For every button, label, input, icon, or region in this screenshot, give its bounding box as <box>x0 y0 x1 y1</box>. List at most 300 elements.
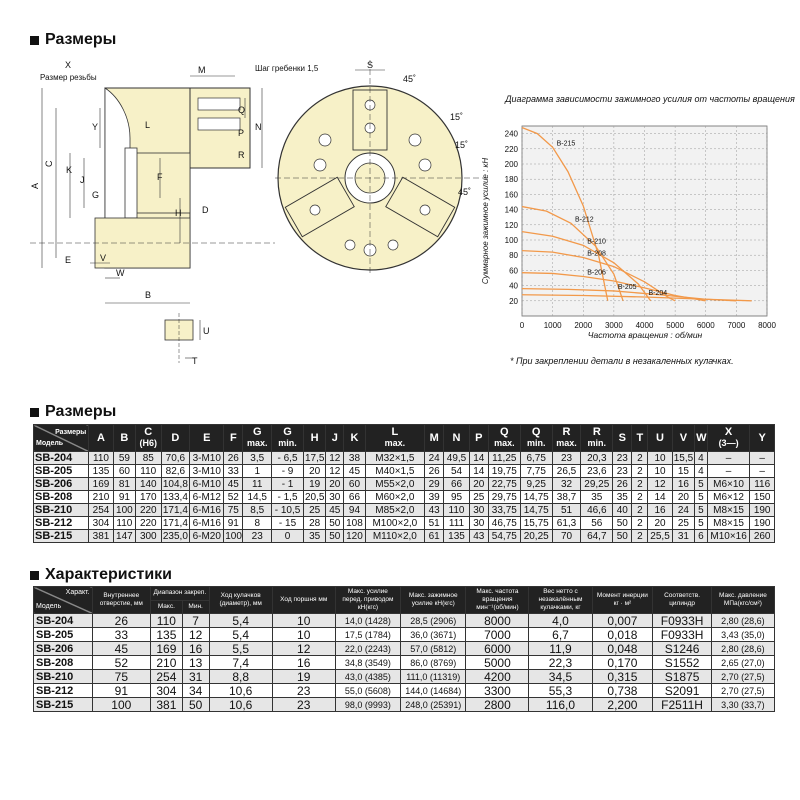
chr-cell: 34,5 <box>529 670 592 684</box>
dim-cell: 20,25 <box>520 530 552 543</box>
dim-cell: 135 <box>444 530 470 543</box>
chr-cell: 0,738 <box>592 684 653 698</box>
dim-cell: 254 <box>89 504 113 517</box>
dim-cell: 1 <box>243 465 272 478</box>
chr-cell: 5000 <box>466 656 529 670</box>
dim-cell: 85 <box>136 452 162 465</box>
dim-cell: 4 <box>695 452 708 465</box>
chr-cell: 111,0 (11319) <box>401 670 466 684</box>
dim-cell: M60×2,0 <box>365 491 425 504</box>
chart-y-tick: 80 <box>509 251 518 261</box>
chart-x-tick: 3000 <box>604 321 623 330</box>
dim-cell: 14 <box>469 452 488 465</box>
chr-cell: 23 <box>272 698 335 712</box>
chr-cell: 98,0 (9993) <box>335 698 400 712</box>
dim-header-4: E <box>190 425 224 452</box>
chart-title: Диаграмма зависимости зажимного усилия от частоты вращения <box>505 94 795 104</box>
chart-y-tick: 240 <box>504 129 518 139</box>
side-view-drawing <box>30 58 319 368</box>
dim-header-17: R max. <box>552 425 581 452</box>
chr-cell: 12 <box>182 628 209 642</box>
dim-model-cell: SB-206 <box>34 478 89 491</box>
chr-cell: 34 <box>182 684 209 698</box>
dim-cell: M85×2,0 <box>365 504 425 517</box>
dim-cell: 220 <box>136 517 162 530</box>
dim-cell: 45 <box>344 465 365 478</box>
label-d: D <box>202 205 209 215</box>
dim-header-0: A <box>89 425 113 452</box>
dim-cell: 150 <box>750 491 775 504</box>
dim-cell: – <box>750 465 775 478</box>
dim-cell: 190 <box>750 517 775 530</box>
dim-cell: M110×2,0 <box>365 530 425 543</box>
dim-cell: 40 <box>613 504 632 517</box>
dim-cell: 147 <box>113 530 135 543</box>
dim-cell: 23,6 <box>581 465 613 478</box>
chr-cell: 55,3 <box>529 684 592 698</box>
chr-cell: 86,0 (8769) <box>401 656 466 670</box>
dim-cell: 8,5 <box>243 504 272 517</box>
dim-cell: 12 <box>326 452 344 465</box>
dim-cell: 28 <box>303 517 325 530</box>
dim-cell: 25 <box>469 491 488 504</box>
dim-table-row <box>34 530 775 543</box>
chr-cell: 16 <box>182 642 209 656</box>
dim-cell: 140 <box>136 478 162 491</box>
chr-cell: 116,0 <box>529 698 592 712</box>
dim-cell: 25 <box>672 517 694 530</box>
label-e: E <box>65 255 72 265</box>
chr-cell: 100 <box>92 698 151 712</box>
dim-cell: 100 <box>113 504 135 517</box>
chr-model-cell: SB-212 <box>34 684 93 698</box>
dim-cell: 43 <box>425 504 444 517</box>
dim-cell: 14,75 <box>520 491 552 504</box>
chr-header-range-max: Макс. <box>151 600 183 614</box>
chr-cell: 23 <box>272 684 335 698</box>
section-bullet-icon <box>30 36 39 45</box>
dim-cell: 5 <box>695 504 708 517</box>
chr-cell: 4,0 <box>529 614 592 628</box>
dim-cell: 12 <box>326 465 344 478</box>
dim-header-8: H <box>303 425 325 452</box>
chr-cell: 6,7 <box>529 628 592 642</box>
dim-cell: 17,5 <box>304 452 325 464</box>
chart-y-tick: 220 <box>504 144 518 154</box>
label-thread-size: Размер резьбы <box>40 73 97 82</box>
dim-cell: 116 <box>750 478 775 491</box>
dim-cell: 110 <box>136 465 162 478</box>
chr-model-cell: SB-208 <box>34 656 93 670</box>
label-l: L <box>145 120 151 130</box>
chr-model-cell: SB-205 <box>34 628 93 642</box>
dim-cell: 23 <box>552 452 581 465</box>
dim-cell: 94 <box>344 504 365 517</box>
dim-cell: – <box>707 465 750 478</box>
dim-model-cell: SB-212 <box>34 517 89 530</box>
dim-cell: 60 <box>113 465 135 478</box>
chr-cell: 10 <box>272 628 335 642</box>
dim-cell: 11 <box>243 478 272 491</box>
dim-cell: 70 <box>552 530 581 543</box>
dim-cell: 10 <box>648 465 672 478</box>
dim-cell: 23 <box>243 530 272 543</box>
label-angle-45-top: 45˚ <box>403 74 417 84</box>
dim-cell: 120 <box>344 530 365 543</box>
section-title-dimensions: Размеры <box>30 31 116 49</box>
dim-cell: 54 <box>444 465 470 478</box>
dim-cell: 35 <box>613 491 632 504</box>
chr-cell: 135 <box>151 628 183 642</box>
chr-header-weight: Вес нетто с незакалённым кулачками, кг <box>529 587 592 614</box>
dim-cell: M8×15 <box>707 504 750 517</box>
dim-cell: 45 <box>326 504 344 517</box>
chr-cell: 2800 <box>466 698 529 712</box>
chart-series-label: B-206 <box>587 269 606 277</box>
dim-cell: 9,25 <box>520 478 552 491</box>
dim-cell: 23 <box>613 452 632 465</box>
chr-cell: 13 <box>182 656 209 670</box>
dim-header-14: P <box>469 425 488 452</box>
dim-cell: 20 <box>469 478 488 491</box>
dim-cell: 51 <box>425 517 444 530</box>
chart-y-tick: 200 <box>504 160 518 169</box>
chart-series-label: B-205 <box>617 283 637 291</box>
chart-x-label: Частота вращения : об/мин <box>587 330 703 340</box>
dim-cell: – <box>707 452 750 465</box>
dim-header-16: Q min. <box>520 425 552 452</box>
dim-cell: 5 <box>695 478 708 491</box>
dim-cell: 15 <box>672 465 694 478</box>
chr-cell: 8,8 <box>209 670 272 684</box>
chr-cell: 22,0 (2243) <box>335 642 400 656</box>
section-bullet-icon <box>30 571 39 580</box>
chart-y-tick: 120 <box>504 220 518 230</box>
chr-table-row <box>34 656 775 670</box>
clamping-force-chart <box>480 118 780 343</box>
dim-cell: 100 <box>225 530 242 542</box>
dim-cell: - 6,5 <box>272 452 304 465</box>
dim-cell: 6-M12 <box>190 491 224 504</box>
chr-model-cell: SB-210 <box>34 670 93 684</box>
dim-cell: 260 <box>750 530 775 543</box>
dim-cell: 35 <box>303 530 325 543</box>
dim-cell: 6-M16 <box>190 517 224 530</box>
label-b: B <box>145 290 152 300</box>
dim-cell: - 1,5 <box>272 491 304 504</box>
chr-cell: 19 <box>272 670 335 684</box>
chr-cell: 0,315 <box>592 670 653 684</box>
dim-cell: 20 <box>672 491 694 504</box>
chart-y-tick: 20 <box>509 296 518 306</box>
chr-cell: 5,5 <box>209 642 272 656</box>
chr-cell: F2511H <box>653 698 712 712</box>
chart-note: * При закреплении детали в незакаленных кулачках. <box>510 356 734 366</box>
dim-cell: 110 <box>113 517 135 530</box>
dim-table-row <box>34 478 775 491</box>
chr-cell: 55,0 (5608) <box>335 684 400 698</box>
chr-cell: 2,70 (27,5) <box>711 670 774 684</box>
chr-cell: 22,3 <box>529 656 592 670</box>
dim-cell: 29,75 <box>488 491 520 504</box>
chr-cell: 381 <box>151 698 183 712</box>
dim-cell: 10 <box>648 452 672 465</box>
chr-cell: 8000 <box>466 614 529 628</box>
dim-cell: 110 <box>89 452 113 465</box>
dim-cell: 49,5 <box>444 452 470 465</box>
chart-x-tick: 0 <box>519 321 525 330</box>
dim-model-cell: SB-204 <box>34 452 89 465</box>
dim-cell: 38 <box>344 452 365 465</box>
chr-cell: 7 <box>182 614 209 628</box>
chr-cell: 7000 <box>466 628 529 642</box>
chr-cell: 144,0 (14684) <box>401 684 466 698</box>
dim-cell: 6 <box>695 530 708 543</box>
dim-cell: 304 <box>89 517 113 530</box>
dim-cell: 3-M10 <box>190 465 224 478</box>
dim-cell: 26 <box>425 465 444 478</box>
dim-cell: - 10,5 <box>272 504 304 517</box>
label-r: R <box>238 150 245 160</box>
dim-cell: 50 <box>326 530 344 543</box>
chr-cell: S1552 <box>653 656 712 670</box>
dim-cell: 24 <box>672 504 694 517</box>
chr-cell: 17,5 (1784) <box>335 628 400 642</box>
dim-cell: M55×2,0 <box>365 478 425 491</box>
dim-cell: 39 <box>425 491 444 504</box>
dim-header-7: G min. <box>272 425 304 452</box>
chr-cell: 16 <box>272 656 335 670</box>
dim-cell: 60 <box>344 478 365 491</box>
chr-cell: S2091 <box>653 684 712 698</box>
chr-cell: 34,8 (3549) <box>335 656 400 670</box>
chart-series-label: B-212 <box>575 216 594 224</box>
chr-table-row <box>34 628 775 642</box>
dim-cell: 16 <box>672 478 694 491</box>
label-u: U <box>203 326 210 336</box>
dim-cell: 381 <box>89 530 113 543</box>
chr-cell: 7,4 <box>209 656 272 670</box>
chr-cell: 248,0 (25391) <box>401 698 466 712</box>
dim-cell: 45 <box>224 478 243 491</box>
chr-cell: 3300 <box>466 684 529 698</box>
dim-cell: M100×2,0 <box>365 517 425 530</box>
dim-cell: 3,5 <box>243 452 272 465</box>
dim-cell: 82,6 <box>161 465 190 478</box>
chr-cell: 110 <box>151 614 183 628</box>
chr-header-cylinder: Соответств. цилиндр <box>653 587 712 614</box>
dim-cell: 26 <box>224 452 243 465</box>
dim-cell: 35 <box>581 491 613 504</box>
dim-header-20: T <box>632 425 648 452</box>
dim-cell: 16 <box>648 504 672 517</box>
dim-cell: 61,3 <box>552 517 581 530</box>
chr-cell: 4200 <box>466 670 529 684</box>
dim-cell: 2 <box>632 478 648 491</box>
chr-table-row <box>34 684 775 698</box>
label-j: J <box>80 175 85 185</box>
dim-cell: 0 <box>272 530 304 543</box>
chr-header-max-draw: Макс. усилие перед. приводом кН(кгс) <box>335 587 400 614</box>
chr-cell: 0,007 <box>592 614 653 628</box>
chr-cell: 2,80 (28,6) <box>711 614 774 628</box>
dim-cell: 33 <box>224 465 243 478</box>
dim-cell: 54,75 <box>488 530 520 543</box>
dim-cell: 2 <box>632 465 648 478</box>
dim-cell: 22,75 <box>488 478 520 491</box>
dim-table-row <box>34 504 775 517</box>
chr-cell: 10,6 <box>209 684 272 698</box>
label-angle-45-bottom: 45˚ <box>458 187 472 197</box>
dim-cell: 4 <box>695 465 708 478</box>
dim-cell: 20 <box>648 517 672 530</box>
dim-cell: 190 <box>750 504 775 517</box>
label-angle-15-b: 15˚ <box>455 140 469 150</box>
chart-y-tick: 60 <box>509 266 518 276</box>
chr-cell: 5,4 <box>209 614 272 628</box>
dim-cell: 70,6 <box>161 452 190 465</box>
dim-cell: 24 <box>425 452 444 465</box>
chr-cell: 57,0 (5812) <box>401 642 466 656</box>
chart-y-tick: 140 <box>504 205 518 215</box>
dim-cell: M8×15 <box>707 517 750 530</box>
dim-cell: M10×16 <box>707 530 750 543</box>
section-title-dimensions-table: Размеры <box>30 403 116 421</box>
dim-cell: 171,4 <box>162 517 188 529</box>
chart-x-tick: 4000 <box>635 321 654 330</box>
dim-model-cell: SB-208 <box>34 491 89 504</box>
dim-cell: 52 <box>224 491 243 504</box>
chr-cell: 26 <box>92 614 151 628</box>
dim-table-row <box>34 452 775 465</box>
dim-cell: 29 <box>425 478 444 491</box>
dim-cell: 171,4 <box>162 504 188 516</box>
dim-cell: 75 <box>224 504 243 517</box>
chr-cell: 33 <box>92 628 151 642</box>
chr-cell: 210 <box>151 656 183 670</box>
dim-header-10: K <box>344 425 365 452</box>
chr-cell: 2,200 <box>592 698 653 712</box>
dim-cell: 19,75 <box>488 465 520 478</box>
dim-cell: 38,7 <box>552 491 581 504</box>
dim-cell: 5 <box>695 517 708 530</box>
chr-cell: 52 <box>92 656 151 670</box>
dim-cell: 64,7 <box>581 530 613 543</box>
dim-cell: 135 <box>89 465 113 478</box>
dim-header-23: W <box>695 425 708 452</box>
dim-cell: - 9 <box>272 465 304 478</box>
chr-cell: 3,43 (35,0) <box>711 628 774 642</box>
dim-table-row <box>34 517 775 530</box>
dim-cell: 56 <box>581 517 613 530</box>
chart-y-tick: 100 <box>504 236 518 245</box>
dim-cell: 26 <box>613 478 632 491</box>
chr-cell: 2,70 (27,5) <box>711 684 774 698</box>
section-title-characteristics: Характеристики <box>30 566 172 584</box>
label-w: W <box>116 268 125 278</box>
dim-cell: 32 <box>552 478 581 491</box>
label-h: H <box>175 208 182 218</box>
dim-cell: 20,5 <box>304 491 325 503</box>
chr-cell: 10,6 <box>209 698 272 712</box>
chr-cell: 28,5 (2906) <box>401 614 466 628</box>
chr-cell: 169 <box>151 642 183 656</box>
dim-header-21: U <box>648 425 672 452</box>
dim-cell: 11,25 <box>488 452 520 465</box>
chr-cell: 50 <box>182 698 209 712</box>
dim-table-row <box>34 465 775 478</box>
dim-cell: 25,5 <box>648 530 672 543</box>
dim-cell: 20,3 <box>581 452 613 465</box>
dim-cell: M32×1,5 <box>365 452 425 465</box>
dim-cell: 50 <box>326 517 344 530</box>
chr-cell: 2,65 (27,0) <box>711 656 774 670</box>
dim-cell: 30 <box>326 491 344 504</box>
dim-header-25: Y <box>750 425 775 452</box>
chr-cell: 5,4 <box>209 628 272 642</box>
dim-cell: - 15 <box>272 517 304 530</box>
label-v: V <box>100 253 107 263</box>
dim-cell: 235,0 <box>162 530 188 542</box>
dim-header-5: F <box>224 425 243 452</box>
dim-cell: 30 <box>469 517 488 530</box>
chr-header-max-speed: Макс. частота вращения мин⁻¹(об/мин) <box>466 587 529 614</box>
chr-header-pressure: Макс. давление МПа(кгс/см²) <box>711 587 774 614</box>
chr-table-corner: Характ. Модель <box>34 587 93 614</box>
chr-header-bore: Внутреннее отверстие, мм <box>92 587 151 614</box>
label-y: Y <box>92 122 99 132</box>
dim-header-11: L max. <box>365 425 425 452</box>
dim-cell: 2 <box>632 517 648 530</box>
dim-cell: 59 <box>113 452 135 465</box>
dim-cell: 2 <box>632 452 648 465</box>
dim-header-3: D <box>161 425 190 452</box>
dim-cell: 15,5 <box>673 452 694 464</box>
dim-header-12: M <box>425 425 444 452</box>
dim-cell: – <box>750 452 775 465</box>
chart-x-tick: 2000 <box>574 321 593 330</box>
dim-cell: 61 <box>425 530 444 543</box>
label-c: C <box>44 160 54 167</box>
label-t: T <box>192 356 198 366</box>
chr-table-row <box>34 642 775 656</box>
dim-cell: 14,75 <box>520 504 552 517</box>
front-view-drawing <box>275 60 490 275</box>
label-s: S <box>367 60 374 70</box>
chr-cell: F0933H <box>653 614 712 628</box>
chr-model-cell: SB-206 <box>34 642 93 656</box>
chr-model-cell: SB-204 <box>34 614 93 628</box>
dim-cell: 5 <box>695 491 708 504</box>
chart-y-tick: 160 <box>504 190 518 200</box>
dim-header-22: V <box>672 425 694 452</box>
dim-header-19: S <box>613 425 632 452</box>
label-g: G <box>92 190 100 200</box>
dim-model-cell: SB-205 <box>34 465 89 478</box>
dim-cell: 29,25 <box>581 478 613 491</box>
dim-header-18: R min. <box>581 425 613 452</box>
chr-header-range-min: Мин. <box>182 600 209 614</box>
chart-series-label: B-204 <box>648 290 668 297</box>
label-angle-15-a: 15˚ <box>450 112 464 122</box>
chart-y-tick: 40 <box>509 281 518 291</box>
dim-cell: 50 <box>613 517 632 530</box>
dim-cell: 108 <box>344 517 365 530</box>
dim-cell: 66 <box>444 478 470 491</box>
chr-header-jaw-stroke: Ход кулачков (диаметр), мм <box>209 587 272 614</box>
dim-cell: - 1 <box>272 478 304 491</box>
dim-cell: 19 <box>303 478 325 491</box>
